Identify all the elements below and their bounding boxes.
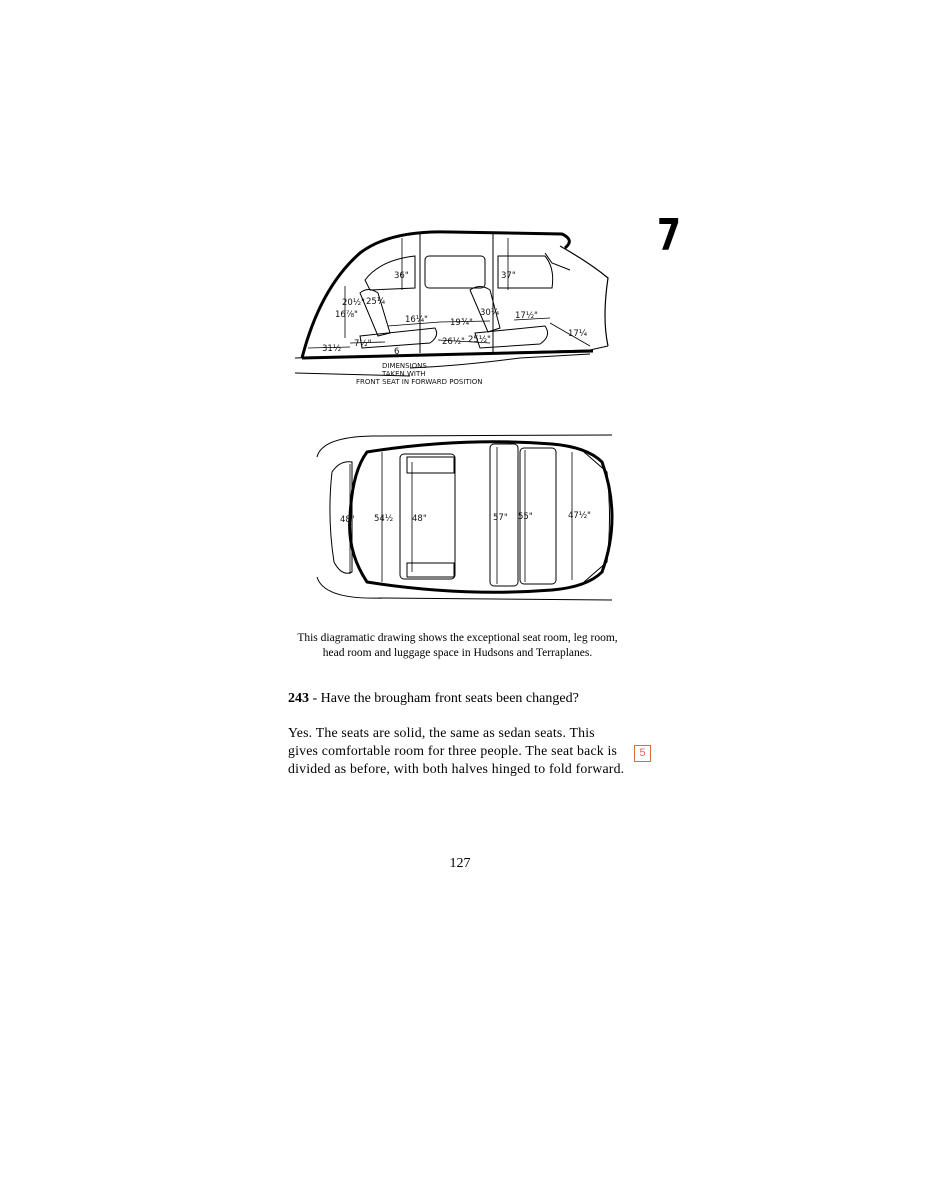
dim-label: 20½" (342, 298, 365, 308)
question-text: - Have the brougham front seats been changed? (309, 691, 579, 706)
chapter-mark: 7 (657, 210, 681, 261)
dim-label: 16¼" (405, 315, 428, 325)
dim-label: 17½" (515, 311, 538, 321)
side-view-drawing (290, 218, 620, 393)
answer-line: divided as before, with both halves hinged to fold forward. (288, 761, 625, 776)
dim-label: 30¼ (480, 308, 500, 318)
dim-label: 54½ (374, 514, 394, 524)
dim-label: 19¾" (450, 318, 473, 328)
dim-label: 16⅞" (335, 310, 358, 320)
dim-label: 6 (394, 347, 400, 357)
note-line: DIMENSIONS (382, 362, 427, 370)
dim-label: 48" (340, 515, 355, 525)
question-number: 243 (288, 691, 309, 706)
dim-label: 36" (394, 271, 409, 281)
dim-label: 26½" (442, 337, 465, 347)
dim-label: 25¼ (366, 297, 386, 307)
note-marker[interactable]: 5 (634, 745, 651, 762)
note-line: TAKEN WITH (382, 370, 426, 378)
dim-label: 47½" (568, 511, 591, 521)
dim-label: 57" (493, 513, 508, 523)
top-view-drawing (312, 432, 617, 604)
answer-line: gives comfortable room for three people. The seat back is (288, 743, 618, 758)
answer (288, 724, 638, 778)
dim-label: 25½" (468, 335, 491, 345)
page-number: 127 (449, 856, 471, 871)
dim-label: 17¼ (568, 329, 588, 339)
figure-caption: This diagramatic drawing shows the exceptional seat room, leg room, head room and luggage space in Hudsons and Terraplanes. (297, 632, 618, 659)
question (288, 690, 648, 708)
dim-label: 31½ (322, 344, 342, 354)
side-view-svg (290, 218, 620, 393)
answer-line: Yes. The seats are solid, the same as sedan seats. This (288, 725, 595, 740)
dim-label: 48" (412, 514, 427, 524)
top-view-svg (312, 432, 617, 604)
dim-label: 55" (518, 512, 533, 522)
dim-label: 37" (501, 271, 516, 281)
note-line: FRONT SEAT IN FORWARD POSITION (356, 378, 483, 386)
dim-label: 7½" (354, 339, 372, 349)
